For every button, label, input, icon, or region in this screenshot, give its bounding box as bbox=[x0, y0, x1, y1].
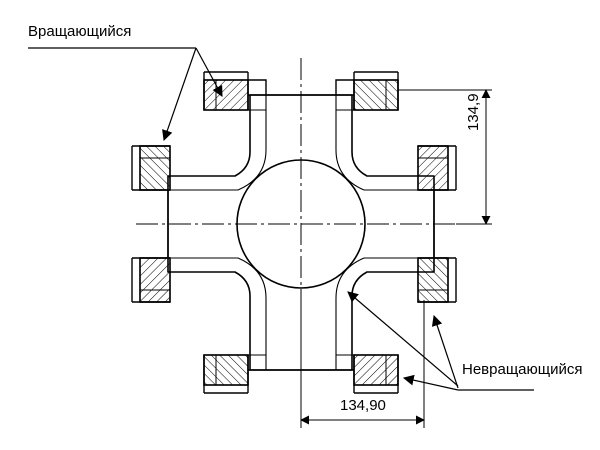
dimension-vertical-value: 134,9 bbox=[465, 93, 482, 131]
annotation-nonrotating-label: Невращающийся bbox=[462, 361, 583, 378]
dimension-horizontal-value: 134,90 bbox=[340, 397, 386, 414]
annotation-rotating-label: Вращающийся bbox=[28, 23, 132, 40]
leader-rotating bbox=[28, 48, 222, 140]
